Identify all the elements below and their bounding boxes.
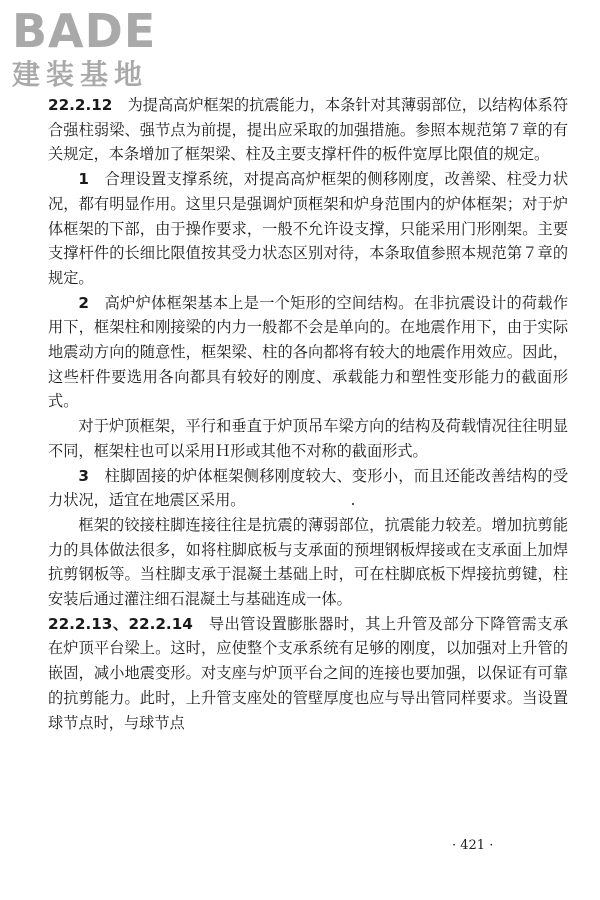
item-3-continuation — [48, 513, 568, 612]
paragraph-text: 框架的铰接柱脚连接往往是抗震的薄弱部位，抗震能力较差。增加抗剪能力的具体做法很多，如将柱脚底板与支承面的预埋钢板焊接或在支承面上加焊抗剪钢板等。当柱脚支承于混凝土基础上时，可在柱脚底板下焊接抗剪键，柱安装后通过灌注细石混凝土与基础连成一体。 — [48, 515, 568, 609]
item-number: 1 — [78, 170, 89, 189]
item-text: 高炉炉体框架基本上是一个矩形的空间结构。在非抗震设计的荷载作用下，框架柱和刚接梁的内力一般都不会是单向的。在地震作用下，由于实际地震动方向的随意性，框架梁、柱的各向都将有较大的地震作用效应。因此，这些杆件要选用各向都具有较好的刚度、承载能力和塑性变形能力的截面形式。 — [48, 293, 568, 411]
clause-22-2-13-14 — [48, 612, 568, 736]
item-3 — [48, 464, 568, 513]
item-number: 3 — [78, 466, 89, 485]
clause-text: 为提高高炉框架的抗震能力，本条针对其薄弱部位，以结构体系符合强柱弱梁、强节点为前提，提出应采取的加强措施。参照本规范第７章的有关规定，本条增加了框架梁、柱及主要支撑杆件的板件宽厚比限值的规定。 — [48, 96, 569, 164]
watermark-subtitle: 建装基地 — [12, 58, 149, 91]
item-text: 合理设置支撑系统，对提高高炉框架的侧移刚度，改善梁、柱受力状况，都有明显作用。这里只是强调炉顶框架和炉身范围内的炉体框架；对于炉体框架的下部，由于操作要求，一般不允许设支撑，只能采用门形刚架。主要支撑杆件的长细比限值按其受力状态区别对待，本条取值参照本规范第７章的规定。 — [48, 170, 568, 287]
item-text: 柱脚固接的炉体框架侧移刚度较大、变形小，而且还能改善结构的受力状况，适宜在地震区采用。 — [48, 466, 568, 510]
scan-speck — [352, 503, 354, 505]
item-2-continuation — [48, 414, 568, 463]
clause-number: 22.2.12 — [48, 96, 113, 114]
page-number: · 421 · — [452, 838, 494, 853]
watermark-brand: BADE — [12, 4, 157, 58]
item-1 — [48, 167, 568, 291]
clause-text: 导出管设置膨胀器时，其上升管及部分下降管需支承在炉顶平台梁上。这时，应使整个支承系统有足够的刚度，以加强对上升管的嵌固，减小地震变形。对支座与炉顶平台之间的连接也要加强，以保证有可靠的抗剪能力。此时，上升管支座处的管壁厚度也应与导出管同样要求。当设置球节点时，与球节点 — [48, 614, 569, 732]
watermark-logo — [12, 4, 182, 92]
item-number: 2 — [78, 293, 89, 312]
clause-22-2-12 — [48, 93, 568, 167]
document-body — [48, 93, 568, 735]
item-2 — [48, 291, 568, 415]
clause-number: 22.2.13、22.2.14 — [48, 614, 193, 633]
paragraph-text: 对于炉顶框架，平行和垂直于炉顶吊车梁方向的结构及荷载情况往往明显不同，框架柱也可以采用Ｈ形或其他不对称的截面形式。 — [48, 417, 568, 460]
